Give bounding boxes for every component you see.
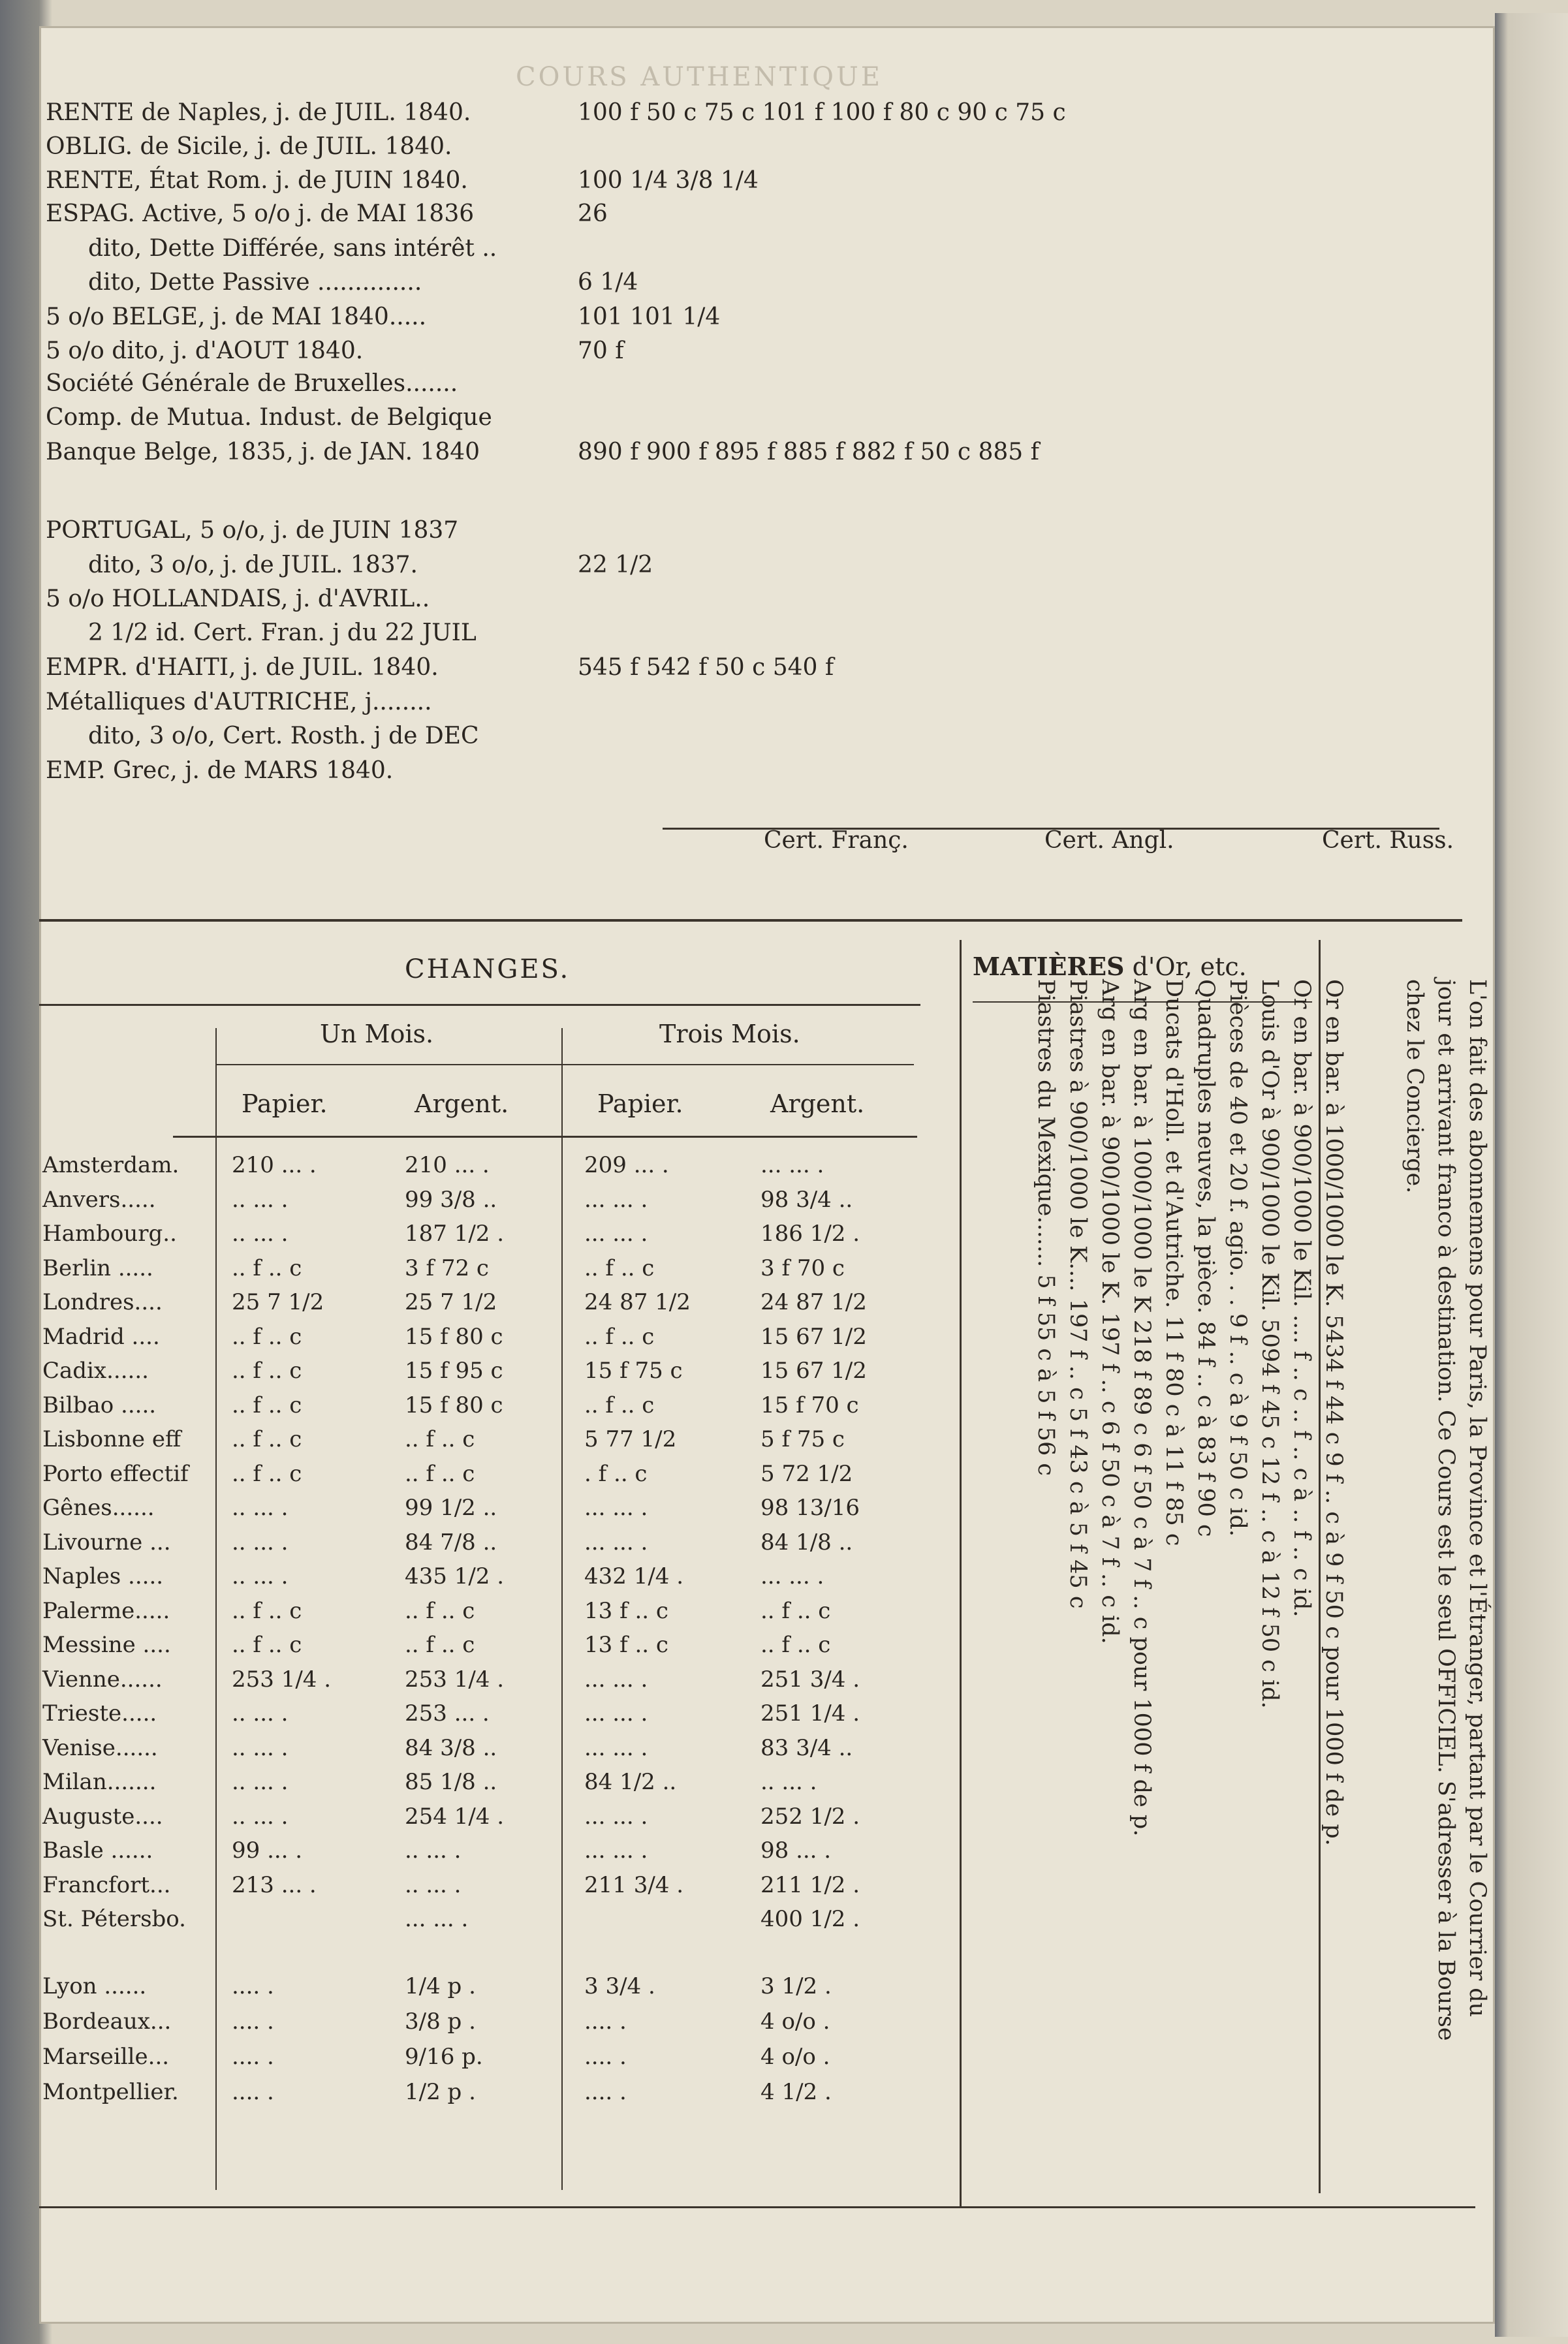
un-mois-papier: 210 ... . — [232, 1152, 317, 1178]
un-mois-papier: 25 7 1/2 — [232, 1289, 324, 1315]
un-mois-papier: .. f .. c — [232, 1632, 302, 1658]
trois-mois-papier: 13 f .. c — [584, 1632, 668, 1658]
trois-mois-argent: 98 ... . — [760, 1837, 832, 1864]
rente-value: 100 f 50 c 75 c 101 f 100 f 80 c 90 c 75 c — [578, 99, 1066, 126]
matieres-row: Piastres à 900/1000 le K.... 197 f .. c 5 f 43 c à 5 f 45 c — [1065, 979, 1091, 1609]
rente-label: EMPR. d'HAITI, j. de JUIL. 1840. — [46, 654, 439, 681]
trois-mois-papier: ... ... . — [584, 1495, 648, 1521]
un-mois-papier: .. ... . — [232, 1186, 289, 1213]
trois-mois-argent: 15 67 1/2 — [760, 1323, 867, 1350]
un-mois-argent: 15 f 80 c — [405, 1323, 503, 1350]
un-mois-argent: 9/16 p. — [405, 2043, 483, 2070]
cert-angl-label: Cert. Angl. — [1044, 827, 1174, 854]
rente-label: Banque Belge, 1835, j. de JAN. 1840 — [46, 439, 480, 465]
rente-label: Comp. de Mutua. Indust. de Belgique — [46, 404, 492, 431]
city-name: Montpellier. — [42, 2078, 179, 2105]
trois-mois-header: Trois Mois. — [659, 1020, 800, 1048]
rente-value: 101 101 1/4 — [578, 304, 721, 330]
un-mois-argent: 99 1/2 .. — [405, 1495, 497, 1521]
matieres-notice-divider — [1319, 940, 1321, 2193]
city-name: Marseille... — [42, 2043, 170, 2070]
un-mois-argent: 84 7/8 .. — [405, 1529, 497, 1555]
changes-col-rule-2 — [561, 1028, 563, 2190]
trois-mois-argent: ... ... . — [760, 1563, 824, 1589]
trois-mois-papier: . f .. c — [584, 1460, 648, 1487]
rente-value: 70 f — [578, 337, 624, 364]
matieres-row: Or en bar. à 1000/1000 le K. 5434 f 44 c 9 f .. c à 9 f 50 c pour 1000 f de p. — [1321, 979, 1347, 1846]
un-mois-papier-header: Papier. — [242, 1089, 328, 1118]
trois-mois-argent: 5 72 1/2 — [760, 1460, 853, 1487]
trois-mois-papier: 15 f 75 c — [584, 1358, 683, 1384]
rente-label: Société Générale de Bruxelles....... — [46, 370, 458, 397]
un-mois-argent: 1/4 p . — [405, 1973, 476, 1999]
un-mois-papier: .. ... . — [232, 1769, 289, 1795]
un-mois-argent: .. f .. c — [405, 1597, 475, 1624]
trois-mois-papier: 432 1/4 . — [584, 1563, 684, 1589]
un-mois-papier: .. ... . — [232, 1221, 289, 1247]
un-mois-rule — [215, 1064, 581, 1065]
un-mois-papier: .. ... . — [232, 1734, 289, 1761]
trois-mois-papier: .... . — [584, 2043, 627, 2070]
rente-label: OBLIG. de Sicile, j. de JUIL. 1840. — [46, 133, 452, 160]
adjacent-page-edge — [1495, 13, 1568, 2337]
un-mois-papier: .... . — [232, 2078, 274, 2105]
trois-mois-argent: 98 3/4 .. — [760, 1186, 853, 1213]
city-name: Vienne...... — [42, 1666, 163, 1693]
document-page — [39, 26, 1495, 2324]
matieres-title-bold: MATIÈRES — [973, 952, 1125, 981]
trois-mois-papier: .. f .. c — [584, 1323, 655, 1350]
rente-value: 100 1/4 3/8 1/4 — [578, 167, 759, 194]
un-mois-argent: 99 3/8 .. — [405, 1186, 497, 1213]
city-name: Berlin ..... — [42, 1255, 153, 1281]
city-name: Auguste.... — [42, 1803, 163, 1830]
un-mois-argent: 253 1/4 . — [405, 1666, 505, 1693]
city-name: Amsterdam. — [42, 1152, 180, 1178]
trois-mois-argent: 4 o/o . — [760, 2043, 830, 2070]
city-name: Londres.... — [42, 1289, 163, 1315]
un-mois-header: Un Mois. — [320, 1020, 434, 1048]
matieres-row: Or en bar. à 900/1000 le Kil. .... f .. c .. f .. c à .. f .. c id. — [1289, 979, 1315, 1617]
matieres-rotated-block — [999, 979, 1495, 2219]
trois-mois-papier: .... . — [584, 2008, 627, 2035]
un-mois-argent: 187 1/2 . — [405, 1221, 505, 1247]
un-mois-papier: .... . — [232, 2043, 274, 2070]
rente-value: 890 f 900 f 895 f 885 f 882 f 50 c 885 f — [578, 439, 1039, 465]
rente-label: 2 1/2 id. Cert. Fran. j du 22 JUIL — [88, 619, 477, 646]
trois-mois-papier: ... ... . — [584, 1803, 648, 1830]
trois-mois-papier: ... ... . — [584, 1666, 648, 1693]
un-mois-papier: .. f .. c — [232, 1255, 302, 1281]
trois-mois-argent: 3 1/2 . — [760, 1973, 832, 1999]
trois-mois-rule — [561, 1064, 914, 1065]
trois-mois-papier: ... ... . — [584, 1734, 648, 1761]
rente-label: 5 o/o HOLLANDAIS, j. d'AVRIL.. — [46, 586, 430, 612]
un-mois-argent: 253 ... . — [405, 1700, 490, 1727]
matieres-row: Arg en bar. à 900/1000 le K. 197 f .. c 6 f 50 c à 7 f .. c id. — [1097, 979, 1123, 1644]
trois-mois-argent: 186 1/2 . — [760, 1221, 860, 1247]
trois-mois-argent: 15 67 1/2 — [760, 1358, 867, 1384]
city-name: Anvers..... — [42, 1186, 156, 1213]
matieres-row: Ducats d'Holl. et d'Autriche. 11 f 80 c à 11 f 85 c — [1161, 979, 1187, 1546]
trois-mois-papier: ... ... . — [584, 1186, 648, 1213]
un-mois-papier: .. ... . — [232, 1563, 289, 1589]
matieres-row: Arg en bar. à 1000/1000 le K 218 f 89 c 6 f 50 c à 7 f .. c pour 1000 f de p. — [1129, 979, 1155, 1837]
un-mois-argent: 1/2 p . — [405, 2078, 476, 2105]
trois-mois-papier: 209 ... . — [584, 1152, 669, 1178]
un-mois-papier: .. f .. c — [232, 1323, 302, 1350]
trois-mois-argent-header: Argent. — [770, 1089, 865, 1118]
rente-label: 5 o/o BELGE, j. de MAI 1840..... — [46, 304, 427, 330]
rente-value: 26 — [578, 200, 608, 227]
un-mois-papier: .. ... . — [232, 1803, 289, 1830]
trois-mois-papier-header: Papier. — [597, 1089, 683, 1118]
city-name: St. Pétersbo. — [42, 1906, 186, 1932]
trois-mois-argent: 3 f 70 c — [760, 1255, 845, 1281]
un-mois-argent-header: Argent. — [415, 1089, 509, 1118]
trois-mois-argent: 24 87 1/2 — [760, 1289, 867, 1315]
un-mois-papier: .. f .. c — [232, 1460, 302, 1487]
city-name: Lisbonne eff — [42, 1426, 181, 1452]
trois-mois-papier: 13 f .. c — [584, 1597, 668, 1624]
notice-line: L'on fait des abonnemens pour Paris, la Province et l'Étranger, partant par le Courrier du — [1464, 979, 1490, 2018]
un-mois-papier: .... . — [232, 2008, 274, 2035]
changes-title: CHANGES. — [405, 954, 571, 984]
city-name: Basle ...... — [42, 1837, 153, 1864]
city-name: Madrid .... — [42, 1323, 160, 1350]
un-mois-argent: 15 f 95 c — [405, 1358, 503, 1384]
un-mois-papier: .... . — [232, 1973, 274, 1999]
un-mois-argent: .. f .. c — [405, 1460, 475, 1487]
rente-label: dito, Dette Passive .............. — [88, 269, 422, 296]
rente-label: PORTUGAL, 5 o/o, j. de JUIN 1837 — [46, 517, 459, 544]
trois-mois-papier: 84 1/2 .. — [584, 1769, 677, 1795]
trois-mois-argent: 83 3/4 .. — [760, 1734, 853, 1761]
city-name: Milan....... — [42, 1769, 157, 1795]
matieres-row: Quadruples neuves, la pièce. 84 f .. c à 83 f 90 c — [1193, 979, 1219, 1537]
trois-mois-papier: ... ... . — [584, 1529, 648, 1555]
city-name: Lyon ...... — [42, 1973, 147, 1999]
un-mois-papier: .. f .. c — [232, 1426, 302, 1452]
changes-col-rule-1 — [215, 1028, 217, 2190]
un-mois-argent: 210 ... . — [405, 1152, 490, 1178]
city-name: Naples ..... — [42, 1563, 164, 1589]
trois-mois-papier: ... ... . — [584, 1837, 648, 1864]
trois-mois-argent: 211 1/2 . — [760, 1871, 860, 1898]
rente-label: 5 o/o dito, j. d'AOUT 1840. — [46, 337, 364, 364]
un-mois-papier: .. f .. c — [232, 1392, 302, 1418]
un-mois-argent: 435 1/2 . — [405, 1563, 505, 1589]
rente-label: RENTE, État Rom. j. de JUIN 1840. — [46, 167, 468, 194]
trois-mois-argent: 84 1/8 .. — [760, 1529, 853, 1555]
bleed-through-title: COURS AUTHENTIQUE — [516, 62, 883, 92]
cert-franc-label: Cert. Franç. — [764, 827, 909, 854]
rente-label: dito, 3 o/o, j. de JUIL. 1837. — [88, 552, 418, 578]
rente-value: 22 1/2 — [578, 552, 653, 578]
un-mois-papier: 99 ... . — [232, 1837, 303, 1864]
trois-mois-papier: 5 77 1/2 — [584, 1426, 677, 1452]
city-name: Palerme..... — [42, 1597, 170, 1624]
city-name: Trieste..... — [42, 1700, 157, 1727]
un-mois-papier: 213 ... . — [232, 1871, 317, 1898]
city-name: Porto effectif — [42, 1460, 189, 1487]
city-name: Cadix...... — [42, 1358, 149, 1384]
rente-label: EMP. Grec, j. de MARS 1840. — [46, 757, 394, 784]
un-mois-argent: .. f .. c — [405, 1426, 475, 1452]
trois-mois-papier: .... . — [584, 2078, 627, 2105]
trois-mois-argent: .. ... . — [760, 1769, 817, 1795]
un-mois-papier: .. f .. c — [232, 1358, 302, 1384]
rente-value: 6 1/4 — [578, 269, 638, 296]
trois-mois-papier: .. f .. c — [584, 1255, 655, 1281]
matieres-title-rest: d'Or, etc. — [1124, 952, 1247, 981]
un-mois-argent: 84 3/8 .. — [405, 1734, 497, 1761]
rente-label: ESPAG. Active, 5 o/o j. de MAI 1836 — [46, 200, 475, 227]
trois-mois-papier: 24 87 1/2 — [584, 1289, 691, 1315]
trois-mois-papier: .. f .. c — [584, 1392, 655, 1418]
un-mois-argent: 3/8 p . — [405, 2008, 476, 2035]
city-name: Livourne ... — [42, 1529, 171, 1555]
notice-line: chez le Concierge. — [1402, 979, 1428, 1194]
trois-mois-argent: 251 1/4 . — [760, 1700, 860, 1727]
cert-russ-label: Cert. Russ. — [1322, 827, 1454, 854]
trois-mois-argent: 5 f 75 c — [760, 1426, 845, 1452]
un-mois-argent: .. ... . — [405, 1871, 462, 1898]
bottom-rule — [39, 2206, 1475, 2208]
city-name: Francfort... — [42, 1871, 171, 1898]
un-mois-argent: 254 1/4 . — [405, 1803, 505, 1830]
trois-mois-argent: 4 1/2 . — [760, 2078, 832, 2105]
trois-mois-papier: ... ... . — [584, 1700, 648, 1727]
trois-mois-argent: 252 1/2 . — [760, 1803, 860, 1830]
matieres-row: Piastres du Mexique....... 5 f 55 c à 5 f 56 c — [1033, 979, 1059, 1476]
rente-label: Métalliques d'AUTRICHE, j........ — [46, 689, 432, 715]
trois-mois-papier: 3 3/4 . — [584, 1973, 655, 1999]
un-mois-argent: .. f .. c — [405, 1632, 475, 1658]
un-mois-argent: 25 7 1/2 — [405, 1289, 497, 1315]
un-mois-argent: ... ... . — [405, 1906, 469, 1932]
trois-mois-argent: ... ... . — [760, 1152, 824, 1178]
trois-mois-papier: 211 3/4 . — [584, 1871, 684, 1898]
matieres-title — [973, 954, 1247, 979]
un-mois-argent: 3 f 72 c — [405, 1255, 489, 1281]
rente-label: dito, Dette Différée, sans intérêt .. — [88, 235, 497, 262]
trois-mois-argent: 400 1/2 . — [760, 1906, 860, 1932]
matieres-row: Pièces de 40 et 20 f. agio. . . 9 f .. c à 9 f 50 c id. — [1225, 979, 1251, 1537]
city-name: Messine .... — [42, 1632, 171, 1658]
city-name: Venise...... — [42, 1734, 158, 1761]
section-divider — [39, 919, 1462, 922]
changes-matieres-divider — [960, 940, 962, 2206]
un-mois-papier: .. ... . — [232, 1529, 289, 1555]
un-mois-argent: 85 1/8 .. — [405, 1769, 497, 1795]
trois-mois-papier: ... ... . — [584, 1221, 648, 1247]
trois-mois-argent: 98 13/16 — [760, 1495, 860, 1521]
un-mois-papier: .. ... . — [232, 1700, 289, 1727]
trois-mois-argent: .. f .. c — [760, 1632, 831, 1658]
trois-mois-argent: 4 o/o . — [760, 2008, 830, 2035]
trois-mois-argent: .. f .. c — [760, 1597, 831, 1624]
trois-mois-argent: 251 3/4 . — [760, 1666, 860, 1693]
rente-value: 545 f 542 f 50 c 540 f — [578, 654, 834, 681]
city-name: Bordeaux... — [42, 2008, 172, 2035]
un-mois-papier: .. f .. c — [232, 1597, 302, 1624]
un-mois-papier: 253 1/4 . — [232, 1666, 332, 1693]
changes-header-rule — [39, 1004, 920, 1006]
column-header-rule — [173, 1136, 917, 1138]
rente-label: RENTE de Naples, j. de JUIL. 1840. — [46, 99, 471, 126]
matieres-row: Louis d'Or à 900/1000 le Kil. 5094 f 45 c 12 f .. c à 12 f 50 c id. — [1257, 979, 1283, 1709]
city-name: Bilbao ..... — [42, 1392, 157, 1418]
un-mois-argent: 15 f 80 c — [405, 1392, 503, 1418]
city-name: Hambourg.. — [42, 1221, 177, 1247]
un-mois-argent: .. ... . — [405, 1837, 462, 1864]
rente-label: dito, 3 o/o, Cert. Rosth. j de DEC — [88, 723, 479, 749]
notice-line: jour et arrivant franco à destination. Ce Cours est le seul OFFICIEL. S'adresser à la Bourse — [1433, 979, 1459, 2041]
trois-mois-argent: 15 f 70 c — [760, 1392, 859, 1418]
un-mois-papier: .. ... . — [232, 1495, 289, 1521]
city-name: Gênes...... — [42, 1495, 155, 1521]
